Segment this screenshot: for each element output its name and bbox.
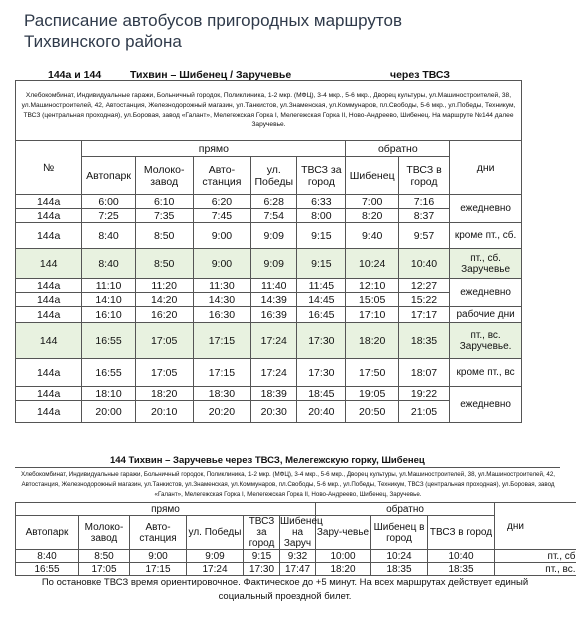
table-row [16, 195, 522, 209]
footnote: По остановке ТВСЗ время ориентировочное. Фактическое до +5 минут. На всех маршрутах действует единый социальный проездной билет. [41, 577, 529, 602]
time-cell: 7:45 [193, 209, 251, 223]
time-cell: 17:47 [280, 563, 316, 576]
time-cell: 9:09 [251, 249, 297, 279]
route-cell: 144а [16, 401, 82, 423]
time-cell: 20:40 [297, 401, 346, 423]
time-cell: 11:45 [297, 279, 346, 293]
time-cell: 8:40 [82, 249, 135, 279]
time-cell: 7:25 [82, 209, 135, 223]
route-cell: 144а [16, 387, 82, 401]
title-line-1: Расписание автобусов пригородных маршрутов [24, 11, 402, 30]
route-name: Тихвин – Шибенец / Заручевье [130, 69, 292, 81]
time-cell: 7:54 [251, 209, 297, 223]
time-cell: 17:15 [130, 563, 187, 576]
time-cell: 16:55 [82, 323, 135, 359]
time-cell: 8:50 [135, 249, 193, 279]
time-cell: 8:20 [346, 209, 398, 223]
time-cell: 10:24 [346, 249, 398, 279]
route-cell: 144а [16, 359, 82, 387]
header-days: дни [450, 141, 522, 195]
time-cell: 10:00 [316, 550, 371, 563]
time-cell: 20:20 [193, 401, 251, 423]
time-cell: 20:30 [251, 401, 297, 423]
col-avtopark: Автопарк [82, 157, 135, 195]
time-cell: 11:10 [82, 279, 135, 293]
route-cell: 144а [16, 293, 82, 307]
time-cell: 18:07 [398, 359, 449, 387]
divider [15, 467, 560, 468]
time-cell: 14:30 [193, 293, 251, 307]
time-cell: 16:39 [251, 307, 297, 323]
time-cell: 21:05 [398, 401, 449, 423]
table-row [16, 563, 576, 576]
page-title [24, 10, 402, 52]
time-cell: 16:45 [297, 307, 346, 323]
col-avtostanciya: Авто-станция [130, 516, 187, 550]
time-cell: 20:50 [346, 401, 398, 423]
days-cell: пт., вс. Заручевье. [450, 323, 522, 359]
time-cell: 14:20 [135, 293, 193, 307]
time-cell: 18:20 [346, 323, 398, 359]
route-cell: 144 [16, 249, 82, 279]
table-row [16, 279, 522, 293]
route-numbers: 144а и 144 [48, 69, 102, 81]
time-cell: 17:50 [346, 359, 398, 387]
time-cell: 9:00 [193, 249, 251, 279]
time-cell: 8:40 [16, 550, 79, 563]
time-cell: 16:55 [82, 359, 135, 387]
table-row [16, 387, 522, 401]
time-cell: 18:35 [371, 563, 428, 576]
time-cell: 6:00 [82, 195, 135, 209]
col-zaruchevye: Зару-чевье [316, 516, 371, 550]
table-row [16, 401, 522, 423]
time-cell: 8:50 [79, 550, 130, 563]
header-reverse: обратно [316, 503, 495, 516]
col-pobedy: ул. Победы [251, 157, 297, 195]
time-cell: 9:15 [244, 550, 280, 563]
table-row [16, 550, 576, 563]
time-cell: 17:30 [297, 323, 346, 359]
schedule-table-144 [15, 80, 522, 423]
time-cell: 16:10 [82, 307, 135, 323]
time-cell: 14:45 [297, 293, 346, 307]
time-cell: 9:15 [297, 223, 346, 249]
col-avtostanciya: Авто-станция [193, 157, 251, 195]
time-cell: 7:00 [346, 195, 398, 209]
time-cell: 11:40 [251, 279, 297, 293]
route-cell: 144а [16, 223, 82, 249]
time-cell: 18:39 [251, 387, 297, 401]
days-cell: пт., вс. [495, 563, 576, 576]
days-cell: кроме пт., вс [450, 359, 522, 387]
time-cell: 16:55 [16, 563, 79, 576]
time-cell: 17:15 [193, 359, 251, 387]
time-cell: 8:37 [398, 209, 449, 223]
col-avtopark: Автопарк [16, 516, 79, 550]
time-cell: 17:30 [297, 359, 346, 387]
time-cell: 6:10 [135, 195, 193, 209]
time-cell: 9:57 [398, 223, 449, 249]
time-cell: 19:22 [398, 387, 449, 401]
days-cell: рабочие дни [450, 307, 522, 323]
time-cell: 17:10 [346, 307, 398, 323]
days-cell: пт., сб. Заручевье [450, 249, 522, 279]
time-cell: 18:35 [428, 563, 495, 576]
col-shibenec-in: Шибенец в город [371, 516, 428, 550]
route-cell: 144 [16, 323, 82, 359]
days-cell: ежедневно [450, 195, 522, 223]
table-row [16, 359, 522, 387]
time-cell: 17:05 [135, 359, 193, 387]
header-direct: прямо [82, 141, 346, 157]
schedule-table-144-zaruchevye [15, 502, 576, 576]
time-cell: 7:16 [398, 195, 449, 209]
time-cell: 18:20 [316, 563, 371, 576]
table-row [16, 249, 522, 279]
days-cell: ежедневно [450, 387, 522, 423]
time-cell: 20:10 [135, 401, 193, 423]
time-cell: 9:09 [251, 223, 297, 249]
time-cell: 20:00 [82, 401, 135, 423]
time-cell: 10:24 [371, 550, 428, 563]
col-tvsz-in: ТВСЗ в город [428, 516, 495, 550]
days-cell: пт., сб [495, 550, 576, 563]
table-row [16, 293, 522, 307]
table-row [16, 209, 522, 223]
time-cell: 17:05 [79, 563, 130, 576]
time-cell: 8:40 [82, 223, 135, 249]
table-row [16, 323, 522, 359]
col-shibenec-out: Шибенец на Заруч [280, 516, 323, 549]
route-cell: 144а [16, 279, 82, 293]
header-direct: прямо [16, 503, 316, 516]
time-cell: 17:24 [251, 323, 297, 359]
route-via: через ТВСЗ [390, 69, 450, 81]
time-cell: 14:10 [82, 293, 135, 307]
header-num: № [16, 141, 82, 195]
time-cell: 17:05 [135, 323, 193, 359]
days-cell: кроме пт., сб. [450, 223, 522, 249]
time-cell: 15:22 [398, 293, 449, 307]
time-cell: 14:39 [251, 293, 297, 307]
time-cell: 17:24 [251, 359, 297, 387]
time-cell: 9:15 [297, 249, 346, 279]
time-cell: 12:10 [346, 279, 398, 293]
time-cell: 17:24 [187, 563, 244, 576]
days-cell: ежедневно [450, 279, 522, 307]
time-cell: 17:15 [193, 323, 251, 359]
col-tvsz-in: ТВСЗ в город [398, 157, 449, 195]
time-cell: 10:40 [398, 249, 449, 279]
stops-list: Хлебокомбинат, Индивидуальные гаражи, Больничный городок, Поликлиника, 1-2 мкр. (МФЦ), 3-4 мкр., 5-6 мкр., Дворец культуры, ул.Машиностроителей, 38, ул.Машиностроителей, 42, Автостанция, Железнодорожный магазин, ул.Танкистов, ул.Знаменская, ул.Коммунаров, пл.Свободы, 5-6 мкр., ул.Победы, Техникум, ТВСЗ (центральная проходная), ул.Боровая, завод «Галант», Мелегежская Горка I, Мелегежская Горка II, Ново-Андреево, Шибенец. На маршруте №144 далее Заручевье. [16, 81, 522, 141]
col-tvsz-out: ТВСЗ за город [244, 516, 280, 550]
route-cell: 144а [16, 307, 82, 323]
time-cell: 9:40 [346, 223, 398, 249]
time-cell: 6:33 [297, 195, 346, 209]
time-cell: 6:20 [193, 195, 251, 209]
col-pobedy: ул. Победы [187, 516, 244, 550]
route-cell: 144а [16, 195, 82, 209]
time-cell: 11:30 [193, 279, 251, 293]
time-cell: 17:17 [398, 307, 449, 323]
time-cell: 12:27 [398, 279, 449, 293]
table-row [16, 307, 522, 323]
time-cell: 11:20 [135, 279, 193, 293]
col-shibenec: Шибенец [346, 157, 398, 195]
route-cell: 144а [16, 209, 82, 223]
header-days: дни [495, 503, 576, 550]
time-cell: 18:45 [297, 387, 346, 401]
col-molokozavod: Молоко-завод [79, 516, 130, 550]
time-cell: 8:50 [135, 223, 193, 249]
header-reverse: обратно [346, 141, 450, 157]
time-cell: 18:30 [193, 387, 251, 401]
table-row [16, 223, 522, 249]
time-cell: 16:30 [193, 307, 251, 323]
time-cell: 9:09 [187, 550, 244, 563]
time-cell: 10:40 [428, 550, 495, 563]
title-line-2: Тихвинского района [24, 32, 182, 51]
route-144-title: 144 Тихвин – Заручевье через ТВСЗ, Мелегежскую горку, Шибенец [110, 455, 425, 466]
time-cell: 17:30 [244, 563, 280, 576]
time-cell: 8:00 [297, 209, 346, 223]
col-tvsz-out: ТВСЗ за город [297, 157, 346, 195]
time-cell: 9:32 [280, 550, 316, 563]
time-cell: 7:35 [135, 209, 193, 223]
time-cell: 9:00 [193, 223, 251, 249]
col-molokozavod: Молоко-завод [135, 157, 193, 195]
time-cell: 9:00 [130, 550, 187, 563]
time-cell: 15:05 [346, 293, 398, 307]
time-cell: 18:35 [398, 323, 449, 359]
time-cell: 18:20 [135, 387, 193, 401]
time-cell: 16:20 [135, 307, 193, 323]
time-cell: 18:10 [82, 387, 135, 401]
time-cell: 6:28 [251, 195, 297, 209]
time-cell: 19:05 [346, 387, 398, 401]
stops-list-144: Хлебокомбинат, Индивидуальные гаражи, Больничный городок, Поликлиника, 1-2 мкр. (МФЦ), 3-4 мкр., 5-6 мкр., Дворец культуры, ул.Машиностроителей, 38, ул.Машиностроителей, 42, Автостанция, Железнодорожный магазин, ул.Танкистов, ул.Знаменская, ул.Коммунаров, пл.Свободы, 5-6 мкр., ул.Победы, Техникум, ТВСЗ (центральная проходная), ул.Боровая, завод «Галант», Мелегежская Горка I, Мелегежская Горка II, Ново-Андреево, Шибенец, Заручевье. [21, 471, 555, 498]
